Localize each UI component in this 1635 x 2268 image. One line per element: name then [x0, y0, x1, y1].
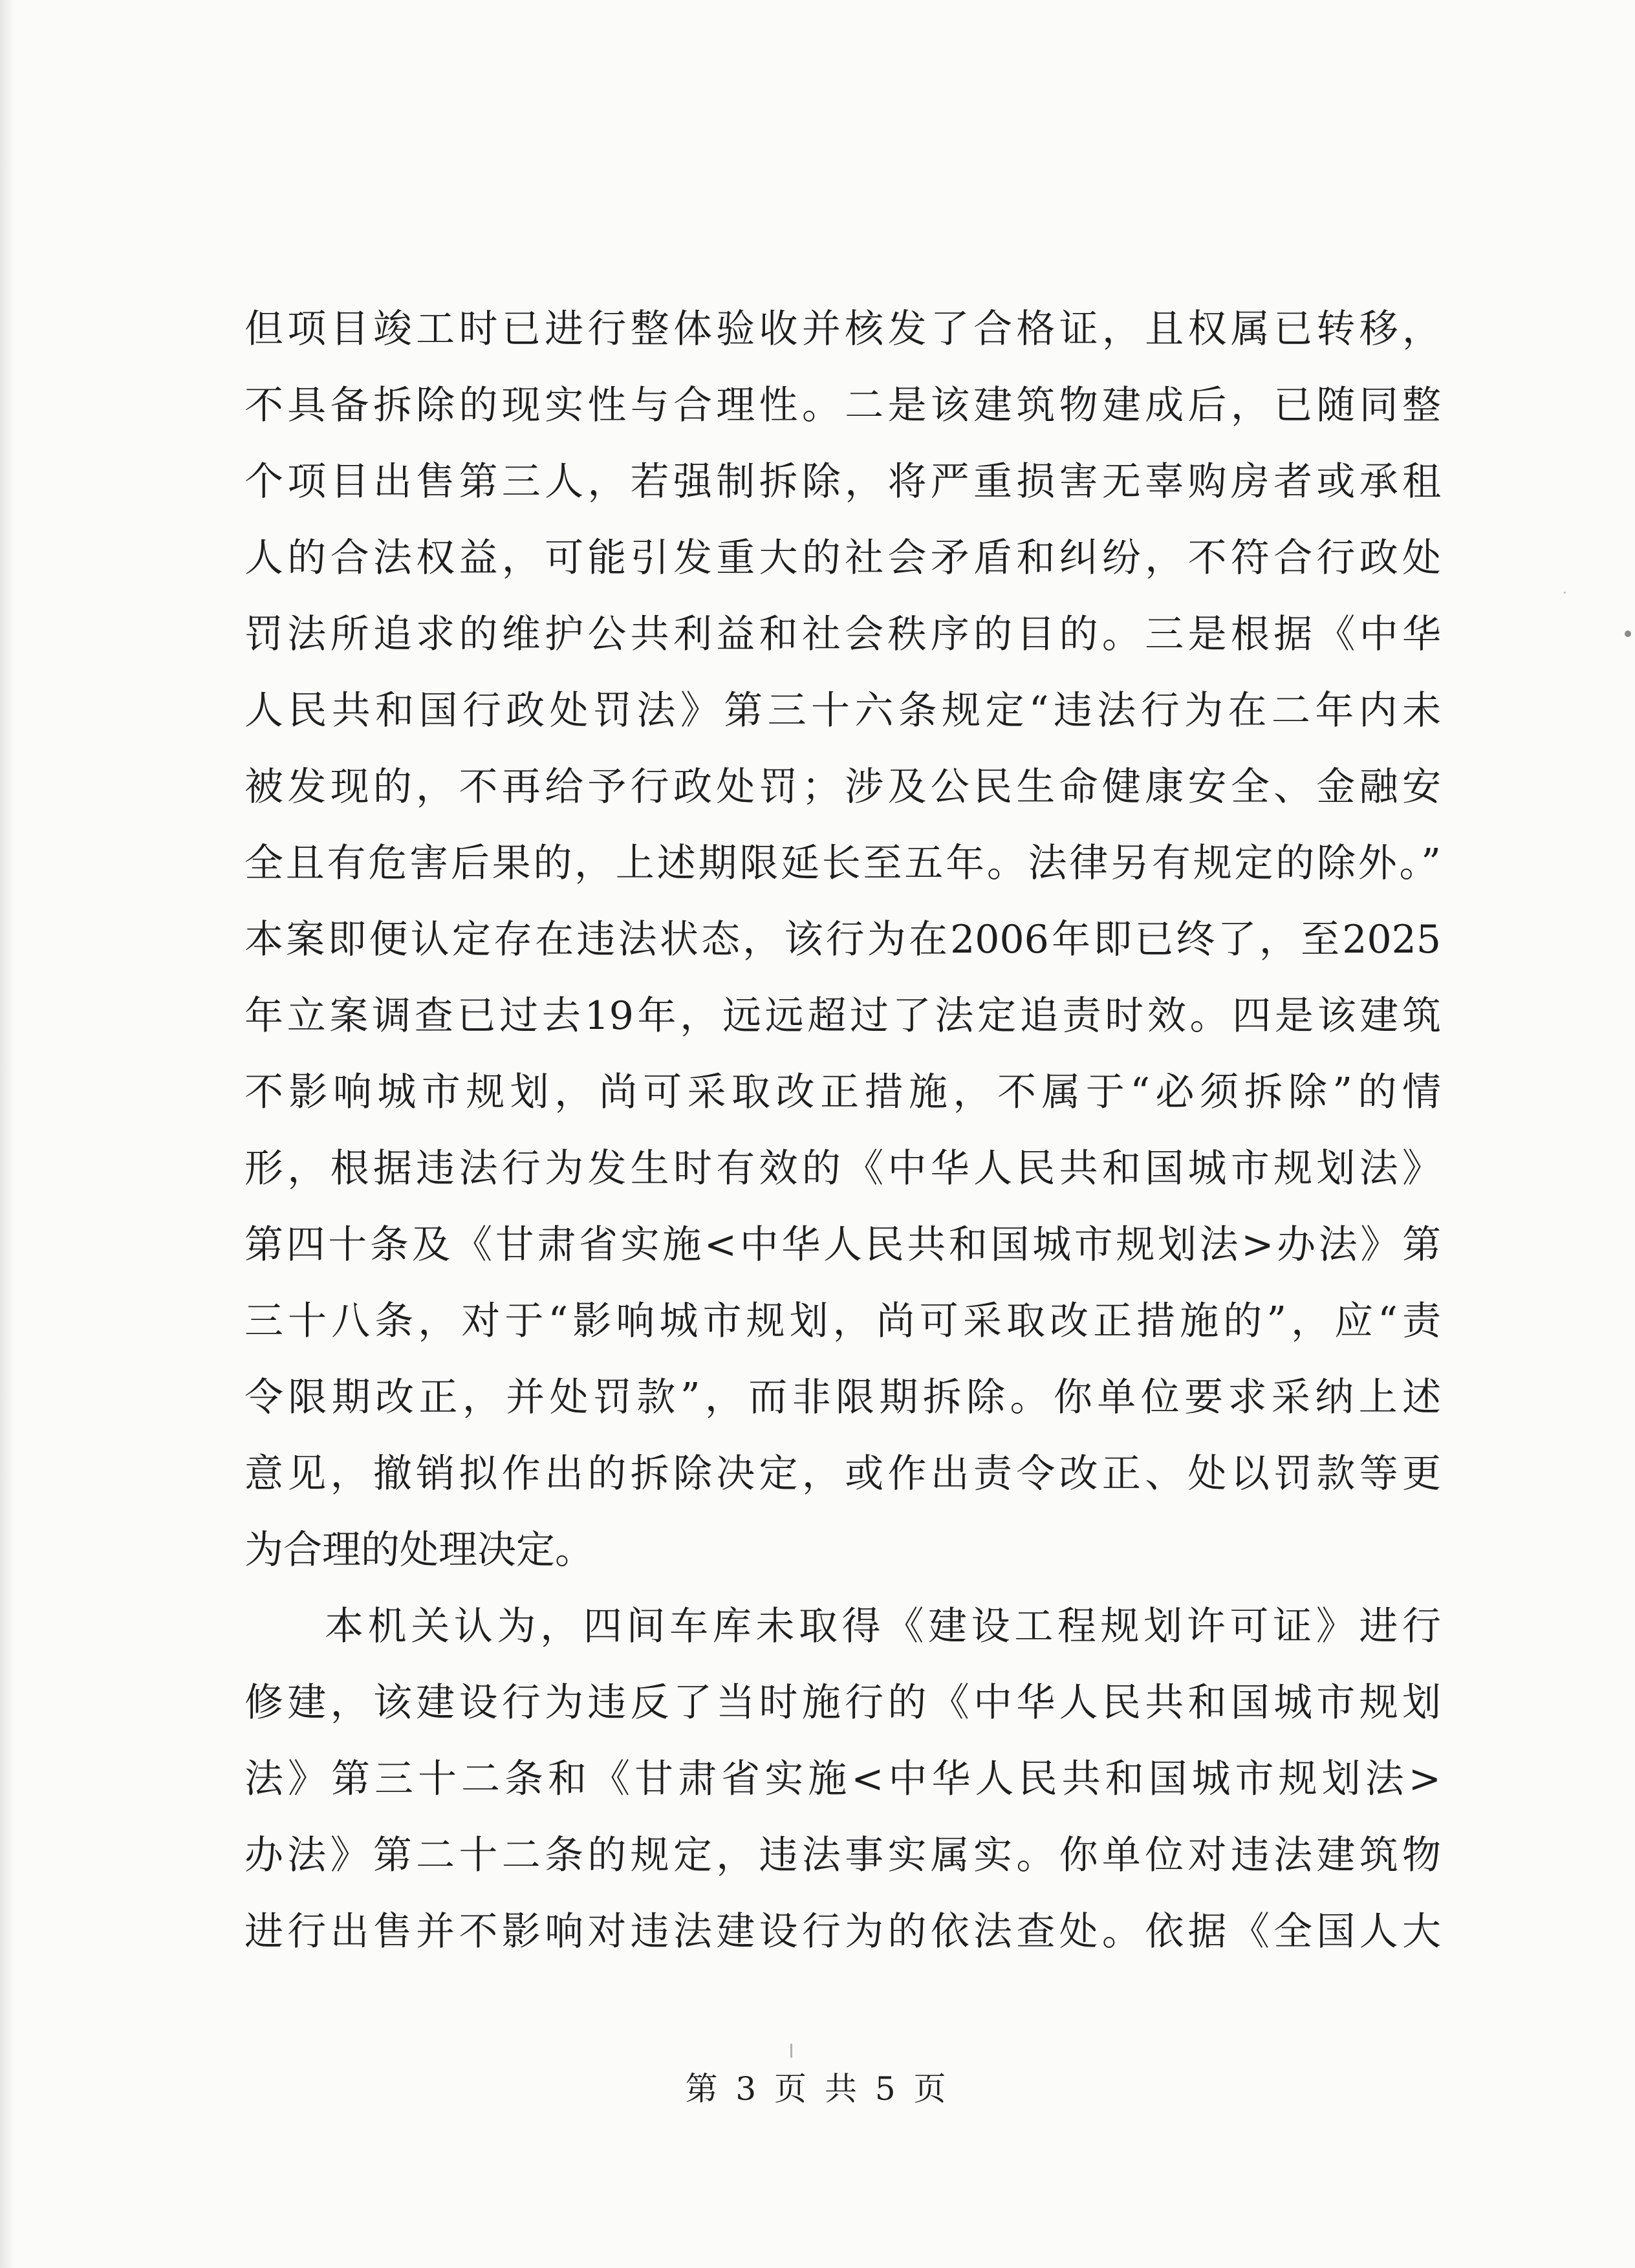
text-line: 被发现的，不再给予行政处罚；涉及公民生命健康安全、金融安: [244, 764, 1441, 810]
text-line: 修建，该建设行为违反了当时施行的《中华人民共和国城市规划: [244, 1680, 1441, 1725]
scan-speck: [790, 2044, 792, 2058]
text-line: 形，根据违法行为发生时有效的《中华人民共和国城市规划法》: [244, 1146, 1441, 1191]
text-line: 年立案调查已过去19年，远远超过了法定追责时效。四是该建筑: [244, 993, 1441, 1039]
text-line: 不影响城市规划，尚可采取改正措施，不属于“必须拆除”的情: [244, 1070, 1441, 1115]
page-number-footer: 第 3 页 共 5 页: [685, 2070, 950, 2108]
text-line: 法》第三十二条和《甘肃省实施<中华人民共和国城市规划法>: [244, 1756, 1441, 1802]
text-line: 进行出售并不影响对违法建设行为的依法查处。依据《全国人大: [244, 1909, 1441, 1954]
body-text: [244, 291, 1441, 1970]
scan-speck: [1564, 592, 1566, 594]
text-line: 第四十条及《甘肃省实施<中华人民共和国城市规划法>办法》第: [244, 1222, 1441, 1268]
text-line: 不具备拆除的现实性与合理性。二是该建筑物建成后，已随同整: [244, 383, 1441, 428]
text-line: 人民共和国行政处罚法》第三十六条规定“违法行为在二年内未: [244, 688, 1441, 733]
text-line: 罚法所追求的维护公共利益和社会秩序的目的。三是根据《中华: [244, 612, 1441, 657]
text-line: 个项目出售第三人，若强制拆除，将严重损害无辜购房者或承租: [244, 459, 1441, 504]
paragraph-end-line: 为合理的处理决定。: [244, 1528, 594, 1573]
text-line: 全且有危害后果的，上述期限延长至五年。法律另有规定的除外。”: [244, 841, 1441, 886]
page-edge-shadow: [0, 0, 14, 2268]
text-line: 三十八条，对于“影响城市规划，尚可采取改正措施的”，应“责: [244, 1299, 1441, 1344]
text-line: 意见，撤销拟作出的拆除决定，或作出责令改正、处以罚款等更: [244, 1451, 1441, 1496]
text-line: 但项目竣工时已进行整体验收并核发了合格证，且权属已转移，: [244, 307, 1441, 352]
text-line: 办法》第二十二条的规定，违法事实属实。你单位对违法建筑物: [244, 1833, 1441, 1878]
paragraph-start-line: 本机关认为，四间车库未取得《建设工程规划许可证》进行: [325, 1604, 1441, 1649]
text-line: 本案即便认定存在违法状态，该行为在2006年即已终了，至2025: [244, 917, 1441, 962]
text-line: 令限期改正，并处罚款”，而非限期拆除。你单位要求采纳上述: [244, 1375, 1441, 1420]
scan-speck: [1625, 631, 1631, 637]
text-line: 人的合法权益，可能引发重大的社会矛盾和纠纷，不符合行政处: [244, 535, 1441, 581]
